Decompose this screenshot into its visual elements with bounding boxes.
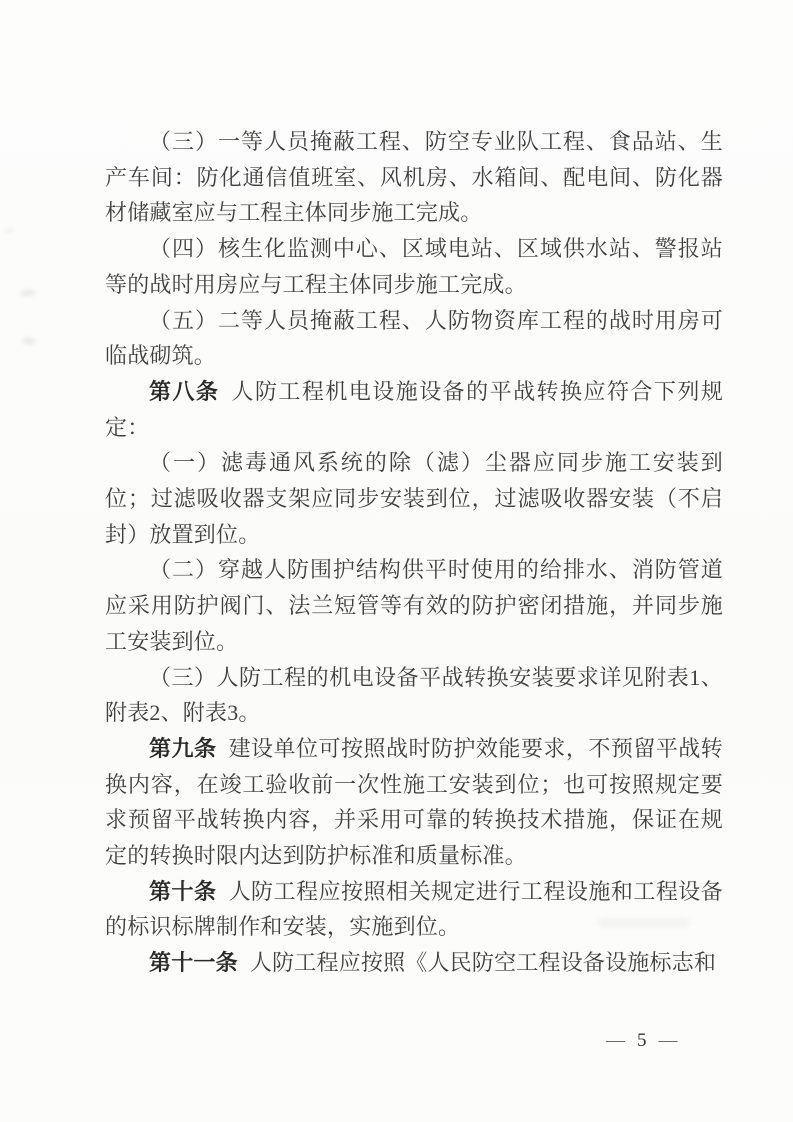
- paragraph-article-8: [105, 374, 723, 445]
- paragraph-text: 人防工程应按照相关规定进行工程设施和工程设备的标识标牌制作和安装，实施到位。: [105, 878, 723, 940]
- paragraph-text: （三）人防工程的机电设备平战转换安装要求详见附表1、附表2、附表3。: [105, 664, 723, 726]
- scan-smudge: [598, 918, 690, 928]
- article-number-label: 第八条: [149, 378, 220, 404]
- scan-smudge: [20, 289, 37, 297]
- paragraph-article-9: [105, 731, 723, 874]
- paragraph-text: 人防工程机电设施设备的平战转换应符合下列规定：: [105, 378, 724, 440]
- page-number-value: 5: [637, 1030, 647, 1051]
- paragraph-text: 建设单位可按照战时防护效能要求，不预留平战转换内容，在竣工验收前一次性施工安装到位；也可按照规定要求预留平战转换内容，并采用可靠的转换技术措施，保证在规定的转换时限内达到防护标准和质量标准。: [105, 735, 723, 869]
- document-body: [105, 124, 723, 981]
- paragraph-text: （五）二等人员掩蔽工程、人防物资库工程的战时用房可临战砌筑。: [105, 307, 723, 369]
- paragraph-text: （三）一等人员掩蔽工程、防空专业队工程、食品站、生产车间：防化通信值班室、风机房、水箱间、配电间、防化器材储藏室应与工程主体同步施工完成。: [105, 129, 723, 226]
- paragraph-subitem-2: [105, 552, 723, 659]
- article-number-label: 第十一条: [149, 950, 238, 976]
- paragraph-subitem-1: [105, 445, 723, 552]
- page-number-right-dash: —: [658, 1030, 678, 1051]
- paragraph-text: （二）穿越人防围护结构供平时使用的给排水、消防管道应采用防护阀门、法兰短管等有效的防护密闭措施，并同步施工安装到位。: [105, 557, 723, 654]
- paragraph-text: （四）核生化监测中心、区域电站、区域供水站、警报站等的战时用房应与工程主体同步施工完成。: [105, 236, 723, 297]
- paragraph-item-4: [105, 231, 723, 302]
- scan-smudge: [4, 228, 14, 233]
- paragraph-item-5: [105, 303, 723, 374]
- article-number-label: 第九条: [149, 735, 217, 761]
- paragraph-text: （一）滤毒通风系统的除（滤）尘器应同步施工安装到位；过滤吸收器支架应同步安装到位，过滤吸收器安装（不启封）放置到位。: [105, 450, 723, 547]
- scan-smudge: [22, 337, 37, 344]
- paragraph-item-3: [105, 124, 723, 231]
- article-number-label: 第十条: [149, 878, 217, 904]
- paragraph-subitem-3: [105, 660, 723, 731]
- paragraph-text: 人防工程应按照《人民防空工程设备设施标志和: [249, 950, 717, 976]
- paragraph-article-11: [105, 945, 723, 981]
- page-number-left-dash: —: [606, 1030, 625, 1051]
- paragraph-article-10: [105, 874, 723, 945]
- page-number: [606, 1028, 678, 1054]
